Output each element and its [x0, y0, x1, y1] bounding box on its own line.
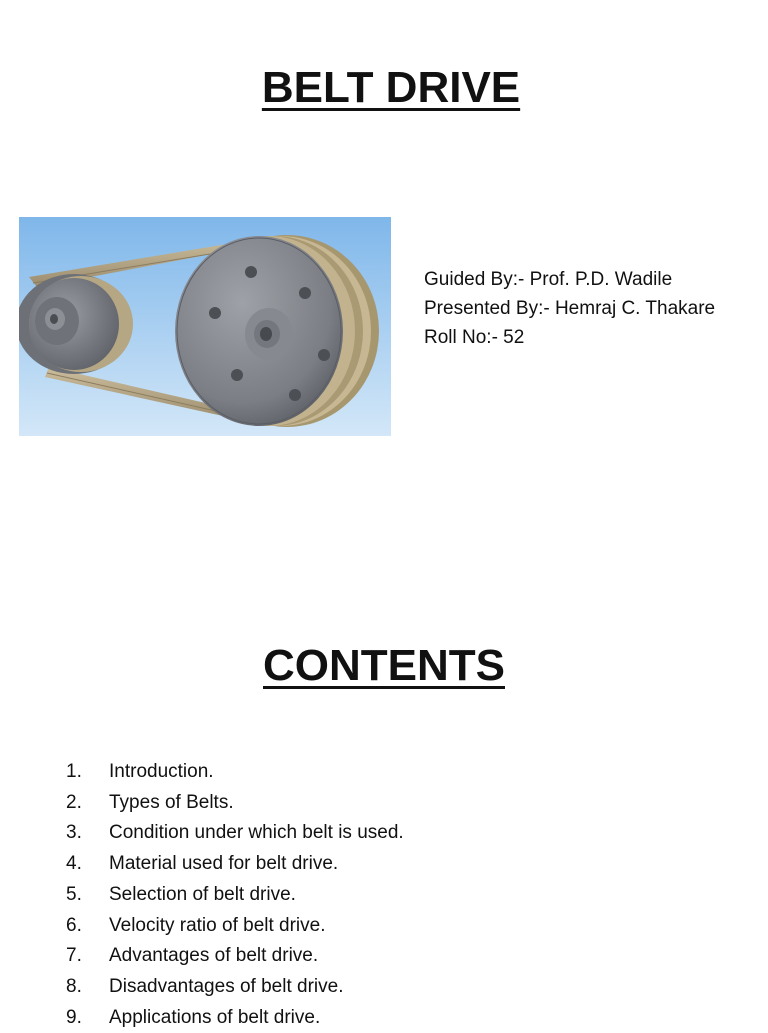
pulley-image	[19, 217, 391, 436]
item-number: 6.	[66, 914, 82, 936]
list-item	[66, 818, 404, 849]
item-number: 2.	[66, 791, 82, 813]
list-item	[66, 911, 404, 942]
slide-title-text: BELT DRIVE	[261, 63, 521, 112]
list-item	[66, 941, 404, 972]
item-number: 9.	[66, 1006, 82, 1028]
item-text: Introduction.	[109, 761, 214, 782]
item-text: Selection of belt drive.	[109, 883, 296, 905]
roll-no-line: Roll No:- 52	[424, 327, 525, 348]
list-item	[66, 880, 404, 911]
contents-title-text: CONTENTS	[263, 641, 505, 690]
item-number: 3.	[66, 822, 82, 844]
slide-title	[7, 62, 768, 114]
list-item	[66, 757, 404, 788]
item-number: 8.	[66, 975, 82, 997]
contents-list	[66, 757, 404, 1033]
item-text: Applications of belt drive.	[109, 1006, 321, 1028]
list-item	[66, 1003, 404, 1033]
item-text: Material used for belt drive.	[109, 853, 339, 875]
contents-title	[0, 640, 768, 692]
item-text: Velocity ratio of belt drive.	[109, 914, 326, 936]
item-text: Condition under which belt is used.	[109, 822, 404, 844]
item-text: Advantages of belt drive.	[109, 945, 319, 967]
item-text: Types of Belts.	[109, 791, 234, 813]
item-number: 5.	[66, 883, 82, 905]
list-item	[66, 972, 404, 1003]
list-item	[66, 788, 404, 819]
item-number: 4.	[66, 853, 82, 875]
item-number: 7.	[66, 945, 82, 967]
contents-slide	[0, 600, 768, 1028]
item-number: 1.	[66, 761, 82, 782]
credits-block	[424, 265, 715, 352]
item-text: Disadvantages of belt drive.	[109, 975, 344, 997]
guided-by-line: Guided By:- Prof. P.D. Wadile	[424, 269, 673, 290]
presented-by-line: Presented By:- Hemraj C. Thakare	[424, 298, 716, 319]
list-item	[66, 849, 404, 880]
